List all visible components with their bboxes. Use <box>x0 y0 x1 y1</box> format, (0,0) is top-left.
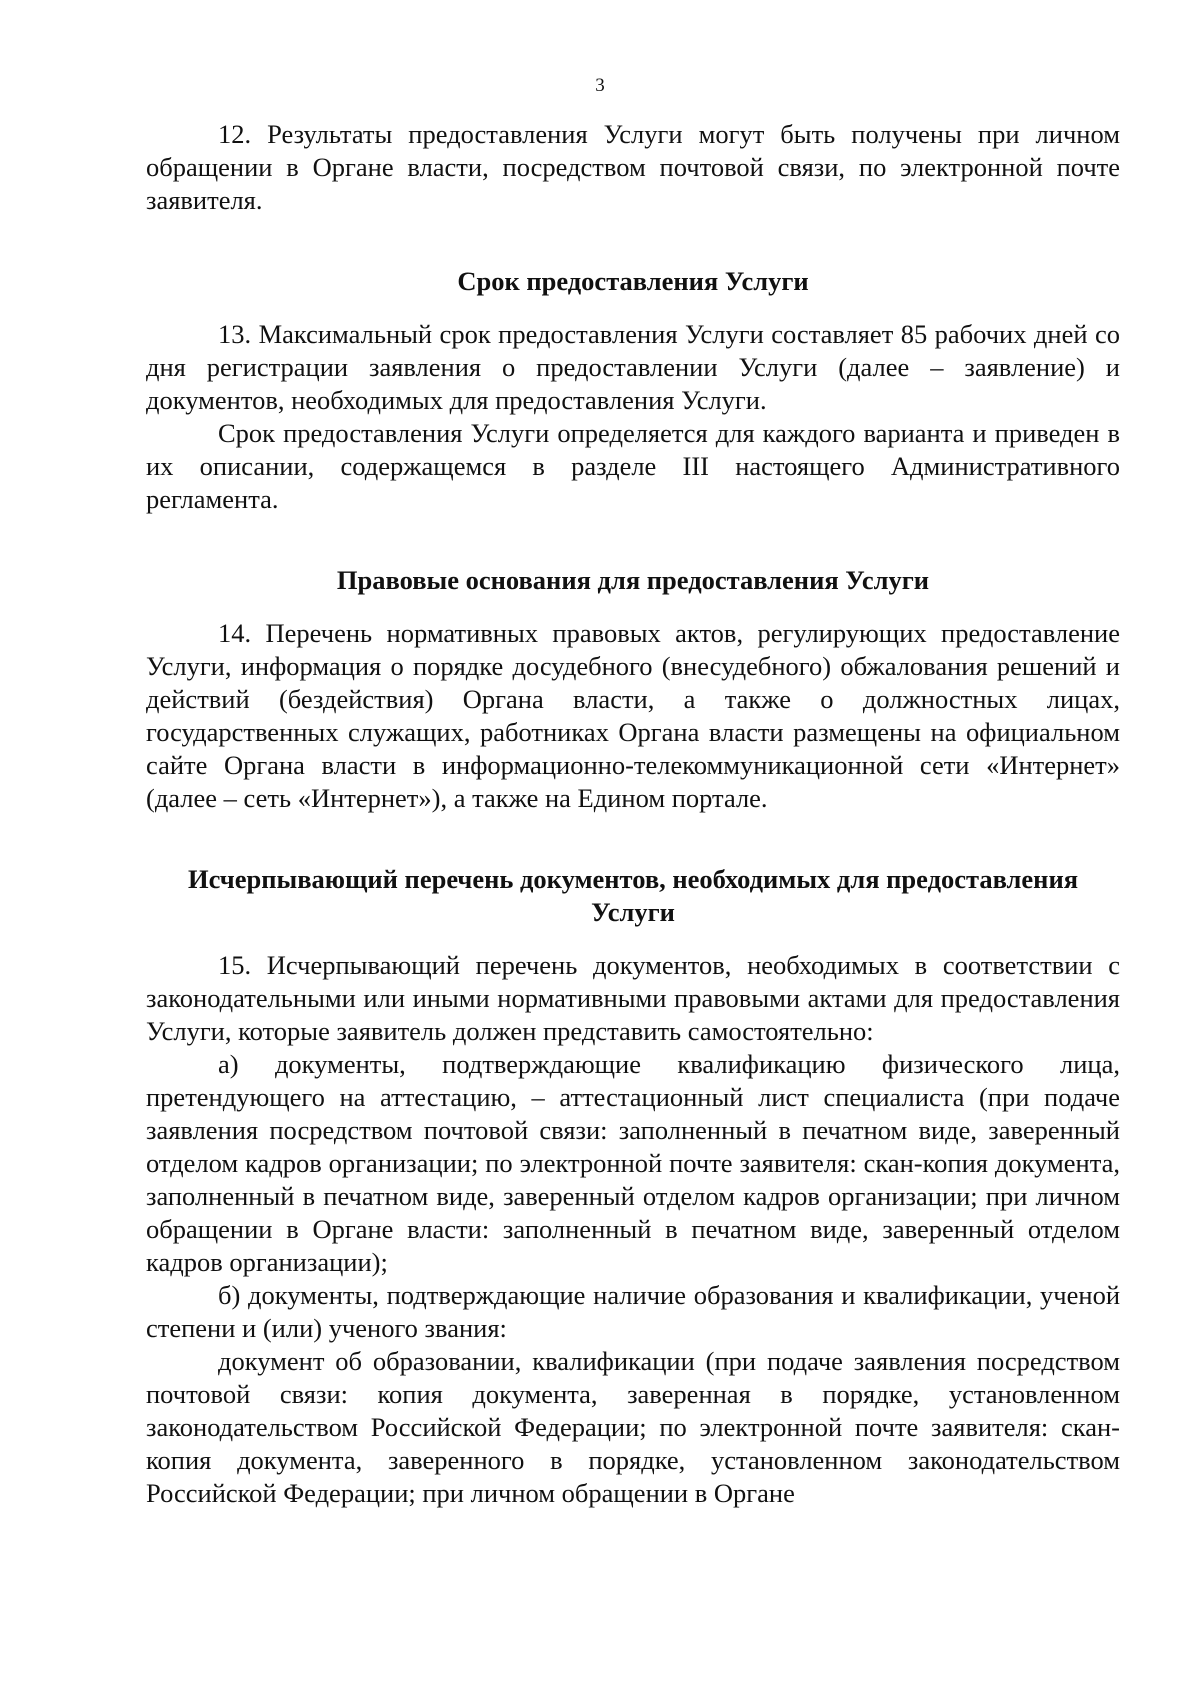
paragraph-13-term-variants: Срок предоставления Услуги определяется для каждого варианта и приведен в их описании, содержащемся в разделе III настоящего Административного регламента. <box>146 418 1120 514</box>
paragraph-15-education-document: документ об образовании, квалификации (при подаче заявления посредством почтовой связи: копия документа, заверенная в порядке, установленном законодательством Российской Федерации; по электронной почте заявителя: скан-копия документа, заверенного в порядке, установленном законодательством Российской Федерации; при личном обращении в Органе <box>146 1346 1120 1508</box>
paragraph-15-b: б) документы, подтверждающие наличие образования и квалификации, ученой степени и (или) ученого звания: <box>146 1280 1120 1343</box>
paragraph-14: 14. Перечень нормативных правовых актов, регулирующих предоставление Услуги, информация о порядке досудебного (внесудебного) обжалования решений и действий (бездействия) Органа власти, а также о должностных лицах, государственных служащих, работниках Органа власти размещены на официальном сайте Органа власти в информационно-телекоммуникационной сети «Интернет» (далее – сеть «Интернет»), а также на Едином портале. <box>146 618 1120 813</box>
page-number: 3 <box>595 75 605 96</box>
document-body <box>146 118 1120 1510</box>
paragraph-15: 15. Исчерпывающий перечень документов, необходимых в соответствии с законодательными или иными нормативными правовыми актами для предоставления Услуги, которые заявитель должен представить самостоятельно: <box>146 950 1120 1046</box>
heading-service-term: Срок предоставления Услуги <box>457 266 809 296</box>
paragraph-12: 12. Результаты предоставления Услуги могут быть получены при личном обращении в Органе власти, посредством почтовой связи, по электронной почте заявителя. <box>146 119 1120 215</box>
heading-legal-basis: Правовые основания для предоставления Услуги <box>336 565 930 595</box>
paragraph-15-a: а) документы, подтверждающие квалификацию физического лица, претендующего на аттестацию, – аттестационный лист специалиста (при подаче заявления посредством почтовой связи: заполненный в печатном виде, заверенный отделом кадров организации; по электронной почте заявителя: скан-копия документа, заполненный в печатном виде, заверенный отделом кадров организации; при личном обращении в Органе власти: заполненный в печатном виде, заверенный отделом кадров организации); <box>146 1049 1120 1277</box>
paragraph-13: 13. Максимальный срок предоставления Услуги составляет 85 рабочих дней со дня регистрации заявления о предоставлении Услуги (далее – заявление) и документов, необходимых для предоставления Услуги. <box>146 319 1120 415</box>
heading-document-list: Исчерпывающий перечень документов, необходимых для предоставления Услуги <box>187 864 1079 927</box>
